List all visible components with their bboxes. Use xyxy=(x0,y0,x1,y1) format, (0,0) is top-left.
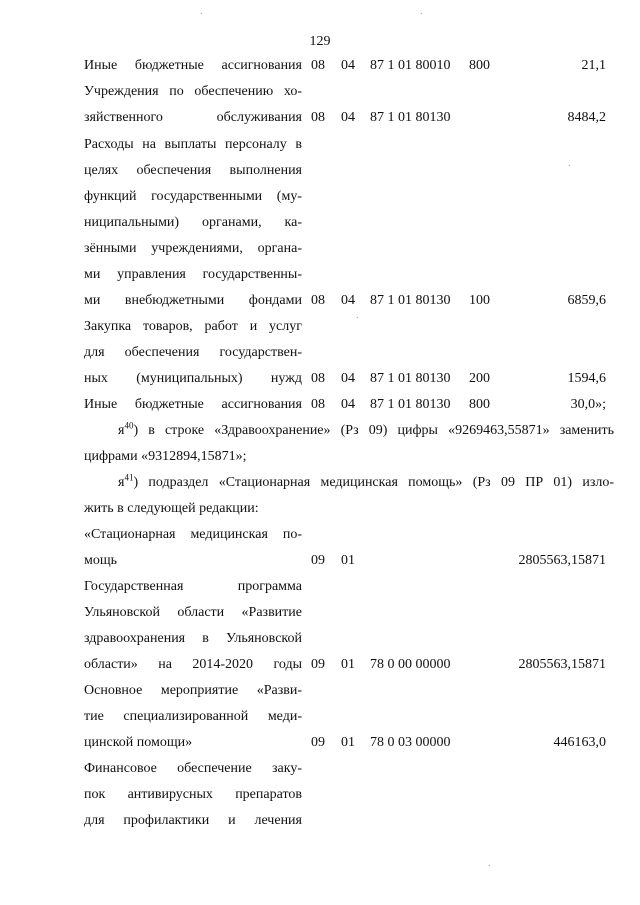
row-rz: 08 xyxy=(311,110,325,125)
row-name-line: Иные бюджетные ассигнования xyxy=(84,58,302,73)
row-name-line: «Стационарная медицинская по- xyxy=(84,527,302,542)
row-name-line: для обеспечения государствен- xyxy=(84,345,302,360)
row-csr: 87 1 01 80010 xyxy=(370,58,451,73)
row-name-line: области» на 2014-2020 годы xyxy=(84,657,302,672)
row-name-line: ми управления государственны- xyxy=(84,267,302,282)
row-pr: 04 xyxy=(341,58,355,73)
row-csr: 87 1 01 80130 xyxy=(370,397,451,412)
row-name-line: Основное мероприятие «Разви- xyxy=(84,683,302,698)
row-name-line: ниципальными) органами, ка- xyxy=(84,215,302,230)
row-pr: 04 xyxy=(341,293,355,308)
row-name-line: для профилактики и лечения xyxy=(84,813,302,828)
row-sum: 2805563,15871 xyxy=(518,553,606,568)
row-sum: 446163,0 xyxy=(553,735,606,750)
row-pr: 04 xyxy=(341,110,355,125)
row-pr: 04 xyxy=(341,371,355,386)
row-rz: 08 xyxy=(311,58,325,73)
scan-artifact: . xyxy=(568,158,571,169)
row-name-line: Учреждения по обеспечению хо- xyxy=(84,84,302,99)
scan-artifact: . xyxy=(488,858,491,869)
amendment-paragraph-line xyxy=(118,474,614,492)
row-name-line: целях обеспечения выполнения xyxy=(84,163,302,178)
scan-artifact: . xyxy=(200,6,203,17)
row-csr: 87 1 01 80130 xyxy=(370,371,451,386)
amendment-paragraph-line: цифрами «9312894,15871»; xyxy=(84,449,247,464)
scan-artifact: . xyxy=(420,6,423,17)
row-sum: 6859,6 xyxy=(567,293,606,308)
amendment-paragraph-line: жить в следующей редакции: xyxy=(84,501,259,516)
row-pr: 01 xyxy=(341,735,355,750)
row-rz: 08 xyxy=(311,371,325,386)
row-rz: 08 xyxy=(311,397,325,412)
row-name-line: Ульяновской области «Развитие xyxy=(84,605,302,620)
row-name-line: зёнными учреждениями, органа- xyxy=(84,241,302,256)
amendment-prefix: я xyxy=(118,423,125,438)
row-name-line: Расходы на выплаты персоналу в xyxy=(84,137,302,152)
row-name-line: Иные бюджетные ассигнования xyxy=(84,397,302,412)
row-sum: 1594,6 xyxy=(567,371,606,386)
amendment-number: 41 xyxy=(124,472,134,483)
row-csr: 78 0 03 00000 xyxy=(370,735,451,750)
row-sum: 30,0»; xyxy=(570,397,606,412)
row-pr: 01 xyxy=(341,553,355,568)
row-name-line: тие специализированной меди- xyxy=(84,709,302,724)
row-csr: 87 1 01 80130 xyxy=(370,110,451,125)
row-sum: 2805563,15871 xyxy=(518,657,606,672)
row-name-line: пок антивирусных препаратов xyxy=(84,787,302,802)
page-number: 129 xyxy=(309,34,331,49)
row-pr: 01 xyxy=(341,657,355,672)
row-sum: 8484,2 xyxy=(567,110,606,125)
row-name-line: цинской помощи» xyxy=(84,735,193,750)
amendment-number: 40 xyxy=(124,420,134,431)
row-pr: 04 xyxy=(341,397,355,412)
row-name-line: функций государственными (му- xyxy=(84,189,302,204)
row-name-line: мощь xyxy=(84,553,118,568)
row-vr: 200 xyxy=(469,371,490,386)
row-name-line: здравоохранения в Ульяновской xyxy=(84,631,302,646)
amendment-text: ) в строке «Здравоохранение» (Рз 09) цифры «9269463,55871» заменить xyxy=(133,423,614,438)
row-csr: 87 1 01 80130 xyxy=(370,293,451,308)
amendment-prefix: я xyxy=(118,475,125,490)
row-sum: 21,1 xyxy=(581,58,606,73)
amendment-text: ) подраздел «Стационарная медицинская помощь» (Рз 09 ПР 01) изло- xyxy=(133,475,614,490)
row-name-line: Финансовое обеспечение заку- xyxy=(84,761,302,776)
row-name-line: ми внебюджетными фондами xyxy=(84,293,302,308)
row-rz: 09 xyxy=(311,735,325,750)
row-rz: 09 xyxy=(311,657,325,672)
row-name-line: Закупка товаров, работ и услуг xyxy=(84,319,302,334)
row-name-line: Государственная программа xyxy=(84,579,302,594)
row-csr: 78 0 00 00000 xyxy=(370,657,451,672)
row-vr: 100 xyxy=(469,293,490,308)
scan-artifact: . xyxy=(356,310,359,321)
row-vr: 800 xyxy=(469,397,490,412)
amendment-paragraph-line xyxy=(118,422,614,440)
row-rz: 09 xyxy=(311,553,325,568)
row-name-line: зяйственного обслуживания xyxy=(84,110,302,125)
row-vr: 800 xyxy=(469,58,490,73)
row-name-line: ных (муниципальных) нужд xyxy=(84,371,302,386)
row-rz: 08 xyxy=(311,293,325,308)
